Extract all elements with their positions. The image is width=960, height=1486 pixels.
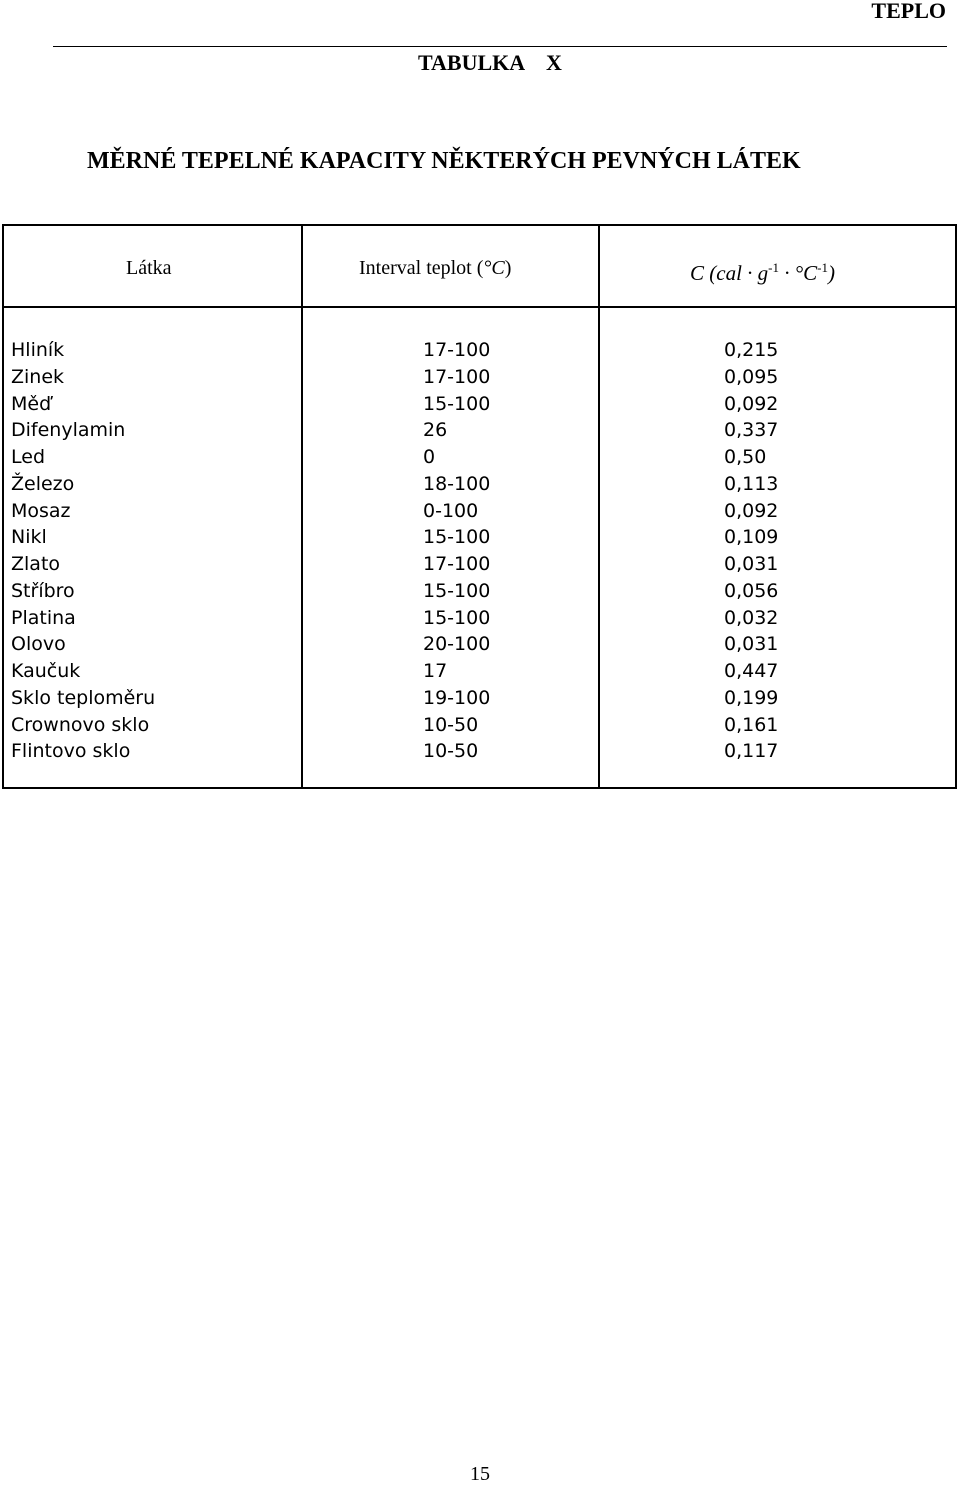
table-label: TABULKA X xyxy=(418,50,562,75)
capacity-exponent-1: -1 xyxy=(768,260,779,275)
table-row xyxy=(4,685,955,712)
substance-cell: Železo xyxy=(11,472,75,495)
interval-cell: 10-50 xyxy=(423,740,479,763)
column-header-interval xyxy=(359,256,511,280)
capacity-part-c: ) xyxy=(828,261,835,285)
interval-suffix: ) xyxy=(504,257,512,279)
interval-cell: 17-100 xyxy=(423,339,491,361)
table-row xyxy=(4,712,955,739)
substance-cell: Kaučuk xyxy=(11,660,81,682)
table-row xyxy=(4,391,955,418)
capacity-cell: 0,092 xyxy=(724,392,779,415)
substance-cell: Mosaz xyxy=(11,499,71,522)
table-row xyxy=(4,738,955,765)
table-row xyxy=(4,417,955,444)
table-row xyxy=(4,658,955,685)
table-row xyxy=(4,524,955,551)
interval-cell: 10-50 xyxy=(423,713,479,736)
interval-cell: 20-100 xyxy=(423,633,491,656)
substance-cell: Zlato xyxy=(11,553,61,575)
table-row xyxy=(4,364,955,391)
interval-unit: °C xyxy=(483,257,505,279)
interval-cell: 15-100 xyxy=(423,526,491,549)
interval-cell: 18-100 xyxy=(423,472,491,495)
table-row xyxy=(4,471,955,498)
capacity-cell: 0,109 xyxy=(724,526,779,549)
interval-cell: 0 xyxy=(423,446,436,468)
page-number: 15 xyxy=(470,1463,490,1485)
interval-prefix: Interval teplot ( xyxy=(359,257,484,279)
capacity-cell: 0,50 xyxy=(724,446,767,468)
capacity-part-b: · °C xyxy=(779,261,818,285)
substance-cell: Olovo xyxy=(11,633,66,656)
substance-cell: Flintovo sklo xyxy=(11,740,131,763)
substance-cell: Měď xyxy=(11,392,52,415)
substance-cell: Platina xyxy=(11,606,76,629)
capacity-part-a: C (cal · g xyxy=(690,261,769,285)
interval-cell: 26 xyxy=(423,419,448,442)
header-divider xyxy=(4,306,955,308)
table-row xyxy=(4,631,955,658)
capacity-cell: 0,031 xyxy=(724,553,779,575)
capacity-cell: 0,095 xyxy=(724,365,779,388)
substance-cell: Led xyxy=(11,446,46,468)
heat-capacity-table xyxy=(2,224,957,789)
page-title-text: MĚRNÉ TEPELNÉ KAPACITY NĚKTERÝCH PEVNÝCH LÁTEK xyxy=(87,148,801,174)
substance-cell: Difenylamin xyxy=(11,419,126,442)
capacity-cell: 0,199 xyxy=(724,686,779,709)
table-row xyxy=(4,337,955,364)
capacity-cell: 0,056 xyxy=(724,579,779,602)
section-header: TEPLO xyxy=(871,0,946,23)
capacity-cell: 0,031 xyxy=(724,633,779,656)
table-row xyxy=(4,578,955,605)
column-header-substance: Látka xyxy=(126,257,172,279)
capacity-cell: 0,032 xyxy=(724,606,779,629)
substance-cell: Hliník xyxy=(11,339,65,361)
capacity-cell: 0,447 xyxy=(724,660,779,682)
table-row xyxy=(4,444,955,471)
interval-cell: 0-100 xyxy=(423,499,479,522)
substance-cell: Zinek xyxy=(11,365,65,388)
table-row xyxy=(4,551,955,578)
table-row xyxy=(4,605,955,632)
interval-cell: 17-100 xyxy=(423,365,491,388)
table-body xyxy=(4,337,955,765)
substance-cell: Stříbro xyxy=(11,579,75,602)
capacity-cell: 0,215 xyxy=(724,339,779,361)
interval-cell: 19-100 xyxy=(423,686,491,709)
header-rule xyxy=(53,46,947,47)
interval-cell: 15-100 xyxy=(423,392,491,415)
capacity-cell: 0,117 xyxy=(724,740,779,763)
interval-cell: 17 xyxy=(423,660,448,682)
interval-cell: 17-100 xyxy=(423,553,491,575)
substance-cell: Crownovo sklo xyxy=(11,713,150,736)
interval-cell: 15-100 xyxy=(423,606,491,629)
capacity-cell: 0,092 xyxy=(724,499,779,522)
capacity-cell: 0,113 xyxy=(724,472,779,495)
capacity-cell: 0,337 xyxy=(724,419,779,442)
capacity-exponent-2: -1 xyxy=(817,260,828,275)
substance-cell: Nikl xyxy=(11,526,47,549)
capacity-cell: 0,161 xyxy=(724,713,779,736)
substance-cell: Sklo teploměru xyxy=(11,686,156,709)
interval-cell: 15-100 xyxy=(423,579,491,602)
column-header-capacity xyxy=(690,256,835,285)
table-row xyxy=(4,498,955,525)
